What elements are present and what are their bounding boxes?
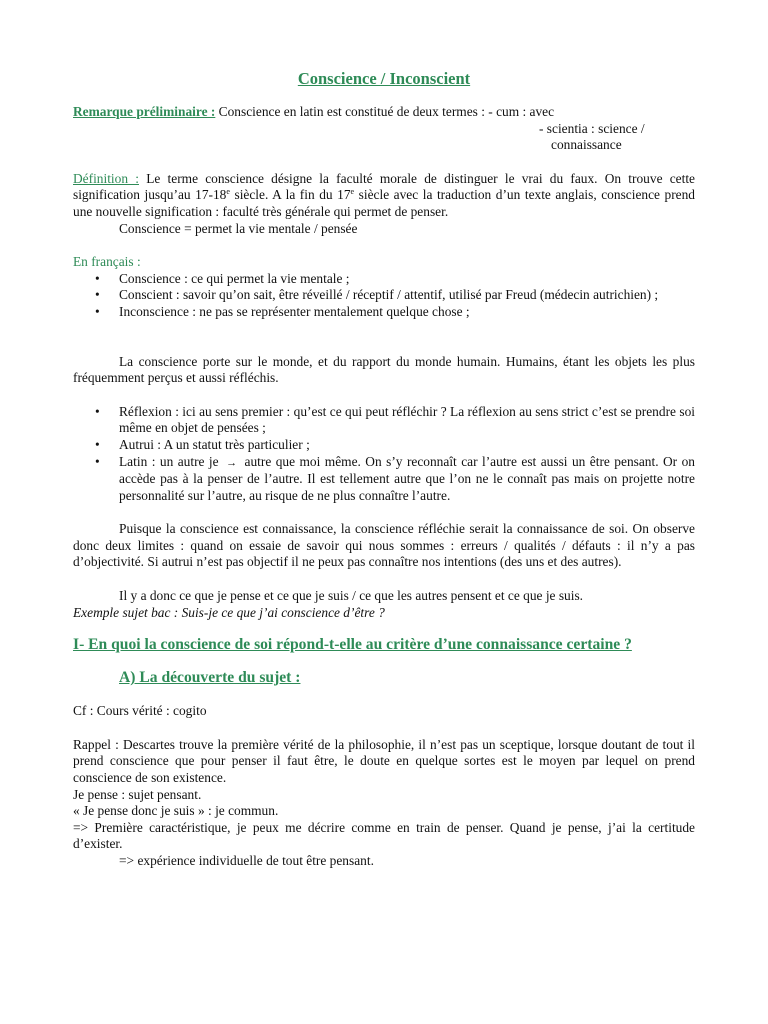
definition-sup-b: e	[350, 187, 355, 197]
remarque-line-2: - scientia : science /	[539, 120, 645, 136]
reflexion-list	[73, 404, 695, 505]
latin-text-b: autre que moi même. On s’y reconnaît car l’autre est aussi un être pensant. Or on accède pas à la penser de l’autre. Il est tellement autre que l’on ne le connaît pas mais on projette notre personnalité sur l’autre, au risque de ne plus connaître l’autre.	[119, 453, 695, 503]
list-item-reflexion: • Réflexion : ici au sens premier : qu’est ce qui peut réfléchir ? La réflexion au sens strict c’est se prendre soi même en objet de pensées ;	[119, 404, 695, 437]
remarque-line-3: connaissance	[551, 137, 622, 153]
remarque-line	[73, 104, 695, 121]
paragraph-limites: Puisque la conscience est connaissance, la conscience réfléchie serait la connaissance de soi. On observe donc deux limites : quand on essaie de savoir qui nous sommes : erreurs / qualités / défauts : il n’y a pas d’objectivité. Si autrui n’est pas objectif il ne peux pas connaître nos intentions (des uns et des autres).	[73, 521, 695, 570]
je-pense-line: Je pense : sujet pensant.	[73, 786, 202, 802]
page-title: Conscience / Inconscient	[297, 69, 471, 88]
definition-paragraph	[73, 171, 695, 221]
definition-text-b: siècle. A la fin du 17	[229, 187, 351, 203]
latin-text-a: Latin : un autre je	[119, 453, 219, 469]
paragraph-monde: La conscience porte sur le monde, et du rapport du monde humain. Humains, étant les objets les plus fréquemment perçus et aussi réfléchis.	[73, 353, 695, 386]
list-item: • Inconscience : ne pas se représenter mentalement quelque chose ;	[119, 304, 695, 321]
list-item: • Conscient : savoir qu’on sait, être réveillé / réceptif / attentif, utilisé par Freud (médecin autrichien) ;	[119, 287, 695, 304]
cogito-line: « Je pense donc je suis » : je commun.	[73, 803, 279, 819]
premiere-line: => Première caractéristique, je peux me décrire comme en train de penser. Quand je pense, j’ai la certitude d’exister.	[73, 819, 695, 852]
list-item-latin	[119, 454, 695, 505]
definition-label: Définition :	[73, 170, 139, 186]
list-item: • Conscience : ce qui permet la vie mentale ;	[119, 271, 695, 288]
paragraph-rappel: Rappel : Descartes trouve la première vérité de la philosophie, il n’est pas un sceptique, lorsque doutant de tout il prend conscience que pour penser il faut être, le doute en quelque sortes est le moyen par lequel on prend conscience de son existence.	[73, 736, 695, 786]
cf-line: Cf : Cours vérité : cogito	[73, 703, 207, 719]
francais-list	[73, 271, 695, 321]
document-page	[73, 68, 695, 870]
definition-sup-a: e	[226, 187, 230, 197]
francais-label: En français :	[73, 254, 141, 270]
definition-text-a: Le terme conscience désigne la faculté morale de distinguer le vrai du faux. On trouve cette signification jusqu’au 17-18	[73, 170, 695, 203]
heading-subsection-a: A) La découverte du sujet :	[119, 669, 301, 687]
remarque-label: Remarque préliminaire :	[73, 104, 216, 119]
definition-equation: Conscience = permet la vie mentale / pensée	[119, 220, 358, 236]
paragraph-donc: Il y a donc ce que je pense et ce que je suis / ce que les autres pensent et ce que je suis.	[119, 588, 584, 604]
remarque-text: Conscience en latin est constitué de deux termes : - cum : avec	[215, 104, 555, 119]
heading-section-1: I- En quoi la conscience de soi répond-t-elle au critère d’une connaissance certaine ?	[73, 636, 632, 654]
exemple-sujet: Exemple sujet bac : Suis-je ce que j’ai conscience d’être ?	[73, 604, 385, 620]
experience-line: => expérience individuelle de tout être pensant.	[119, 853, 374, 868]
list-item-autrui: • Autrui : A un statut très particulier ;	[119, 437, 695, 454]
definition-text-c: siècle avec la traduction d’un texte anglais, conscience prend une nouvelle signification : faculté très générale qui permet de penser.	[73, 187, 695, 219]
right-arrow-icon: →	[226, 456, 238, 469]
